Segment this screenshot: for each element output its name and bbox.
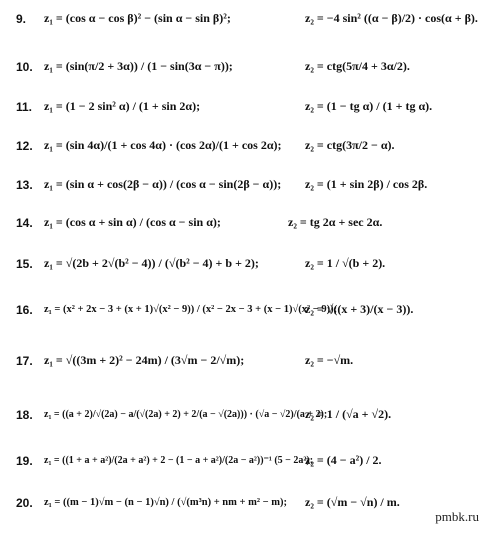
problem-number: 17. — [16, 354, 33, 368]
problem-number: 20. — [16, 496, 33, 510]
site-watermark: pmbk.ru — [435, 509, 479, 524]
expression-z1: z₁ = √((3m + 2)² − 24m) / (3√m − 2/√m); — [44, 353, 245, 367]
expression-z2: z₂ = 1 / (√a + √2). — [305, 407, 392, 421]
problem-number: 9. — [16, 12, 27, 26]
problem-number: 19. — [16, 454, 33, 468]
problem-number: 11. — [16, 100, 33, 114]
problem-number: 16. — [16, 303, 33, 317]
expression-z2: z₂ = √((x + 3)/(x − 3)). — [305, 302, 414, 316]
expression-z1: z₁ = √(2b + 2√(b² − 4)) / (√(b² − 4) + b + 2); — [44, 256, 259, 270]
problem-number: 10. — [16, 60, 33, 74]
expression-z2: z₂ = −√m. — [305, 353, 354, 367]
problem-number: 15. — [16, 257, 33, 271]
expression-z2: z₂ = ctg(5π/4 + 3α/2). — [305, 59, 410, 73]
expression-z1: z₁ = ((a + 2)/√(2a) − a/(√(2a) + 2) + 2/(a − √(2a))) · (√a − √2)/(a + 2); — [44, 409, 328, 420]
expression-z1: z₁ = ((1 + a + a²)/(2a + a²) + 2 − (1 − a + a²)/(2a − a²))⁻¹ (5 − 2a²); — [44, 455, 314, 466]
problem-number: 12. — [16, 139, 33, 153]
expression-z2: z₂ = tg 2α + sec 2α. — [288, 215, 383, 229]
problem-number: 18. — [16, 408, 33, 422]
expression-z1: z₁ = (cos α + sin α) / (cos α − sin α); — [44, 215, 221, 229]
expression-z1: z₁ = (sin α + cos(2β − α)) / (cos α − sin(2β − α)); — [44, 177, 282, 191]
expression-z2: z₂ = (√m − √n) / m. — [305, 495, 400, 509]
expression-z2: z₂ = (4 − a²) / 2. — [305, 453, 382, 467]
expression-z2: z₂ = 1 / √(b + 2). — [305, 256, 386, 270]
expression-z2: z₂ = ctg(3π/2 − α). — [305, 138, 395, 152]
expression-z1: z₁ = ((m − 1)√m − (n − 1)√n) / (√(m³n) + nm + m² − m); — [44, 497, 287, 508]
expression-z2: z₂ = (1 + sin 2β) / cos 2β. — [305, 177, 428, 191]
problem-number: 13. — [16, 178, 33, 192]
problem-number: 14. — [16, 216, 33, 230]
expression-z1: z₁ = (sin 4α)/(1 + cos 4α) · (cos 2α)/(1 + cos 2α); — [44, 138, 282, 152]
expression-z1: z₁ = (1 − 2 sin² α) / (1 + sin 2α); — [44, 99, 201, 113]
expression-z2: z₂ = (1 − tg α) / (1 + tg α). — [305, 99, 433, 113]
expression-z1: z₁ = (cos α − cos β)² − (sin α − sin β)²; — [44, 11, 231, 25]
expression-z1: z₁ = (x² + 2x − 3 + (x + 1)√(x² − 9)) / (x² − 2x − 3 + (x − 1)√(x² − 9)); — [44, 304, 338, 315]
expression-z1: z₁ = (sin(π/2 + 3α)) / (1 − sin(3α − π)); — [44, 59, 233, 73]
expression-z2: z₂ = −4 sin² ((α − β)/2) · cos(α + β). — [305, 11, 478, 25]
